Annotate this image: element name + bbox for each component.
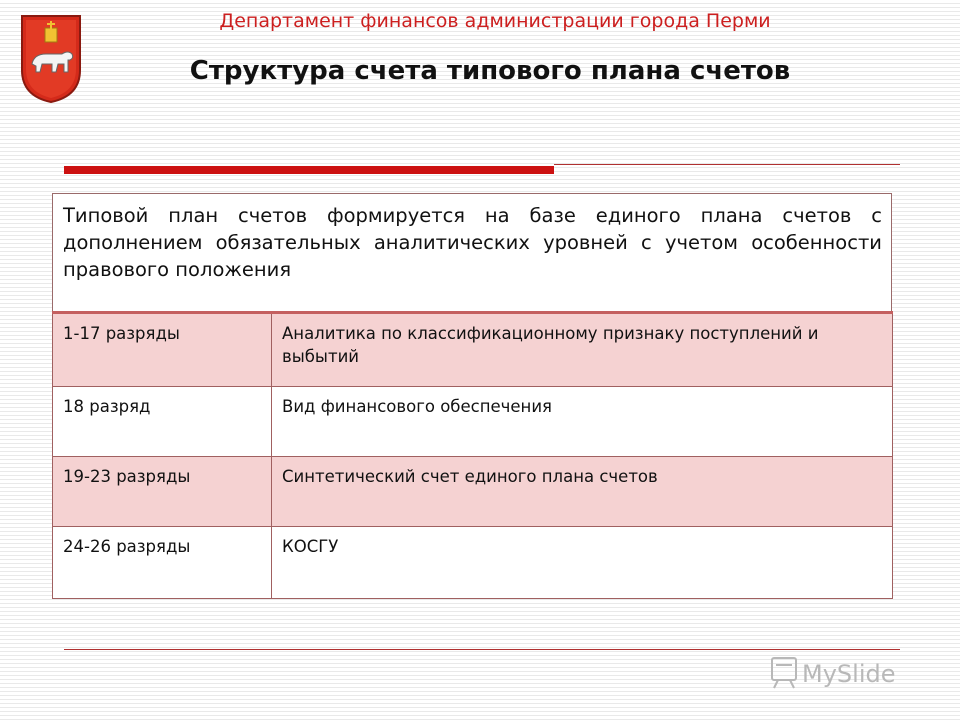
projector-icon — [772, 658, 796, 688]
description-cell: Вид финансового обеспечения — [272, 387, 893, 457]
description-cell: КОСГУ — [272, 527, 893, 599]
watermark — [768, 652, 938, 692]
intro-text-box: Типовой план счетов формируется на базе единого плана счетов с дополнением обязательных аналитических уровней с учетом особенности правового положения — [52, 193, 892, 311]
bottom-divider — [64, 649, 900, 650]
top-divider — [554, 164, 900, 165]
table-row — [53, 387, 893, 457]
department-name: Департамент финансов администрации города Перми — [219, 10, 771, 32]
page-title: Структура счета типового плана счетов — [189, 56, 791, 86]
description-cell: Аналитика по классификационному признаку поступлений и выбытий — [272, 313, 893, 387]
watermark-text: MySlide — [802, 660, 896, 688]
table-row — [53, 527, 893, 599]
account-structure-table — [52, 311, 893, 599]
description-cell: Синтетический счет единого плана счетов — [272, 457, 893, 527]
title-underline-bar — [64, 166, 554, 174]
table-row — [53, 313, 893, 387]
perm-coat-of-arms-icon — [18, 12, 84, 104]
digits-cell: 24-26 разряды — [53, 527, 272, 599]
digits-cell: 1-17 разряды — [53, 313, 272, 387]
digits-cell: 18 разряд — [53, 387, 272, 457]
table-row — [53, 457, 893, 527]
digits-cell: 19-23 разряды — [53, 457, 272, 527]
